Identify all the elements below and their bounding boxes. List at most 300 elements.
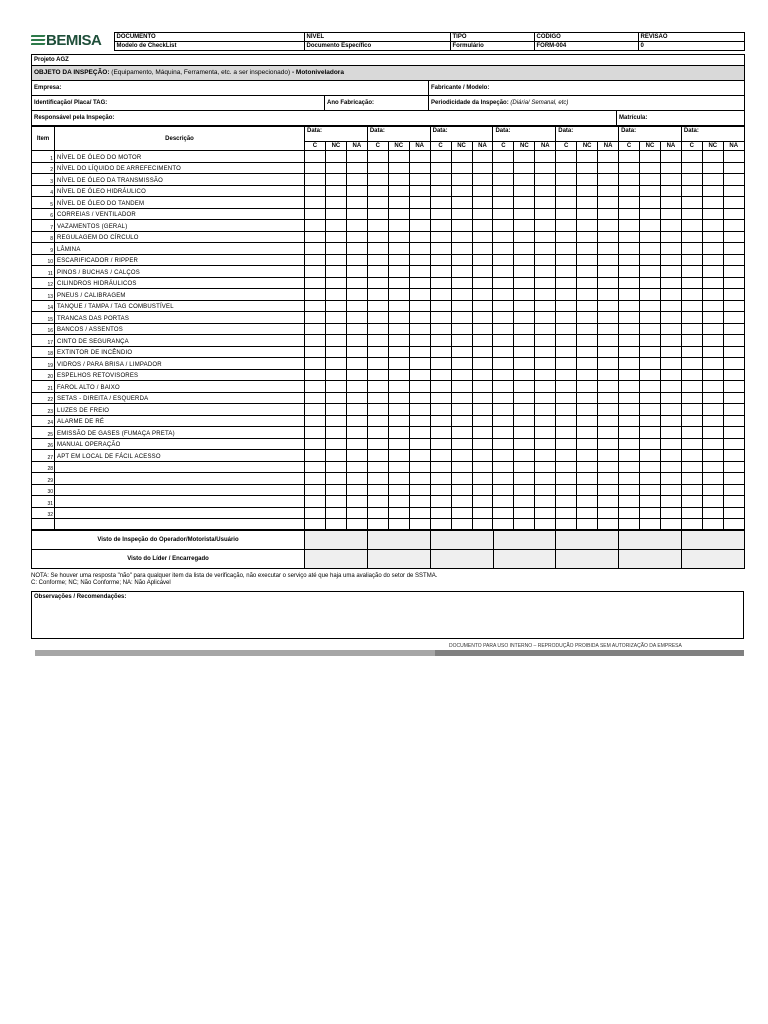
check-cell[interactable] — [598, 197, 619, 209]
check-cell[interactable] — [305, 358, 326, 370]
check-cell[interactable] — [598, 404, 619, 416]
check-cell[interactable] — [556, 461, 577, 473]
ano-fabricacao-field[interactable]: Ano Fabricação: — [325, 96, 429, 111]
check-cell[interactable] — [493, 266, 514, 278]
check-cell[interactable] — [430, 392, 451, 404]
check-cell[interactable] — [681, 461, 702, 473]
check-cell[interactable] — [514, 392, 535, 404]
check-cell[interactable] — [493, 312, 514, 324]
check-cell[interactable] — [640, 208, 661, 220]
date-column-header[interactable]: Data: — [556, 127, 619, 142]
check-cell[interactable] — [577, 496, 598, 508]
check-cell[interactable] — [619, 392, 640, 404]
check-cell[interactable] — [346, 277, 367, 289]
check-cell[interactable] — [346, 220, 367, 232]
check-cell[interactable] — [619, 254, 640, 266]
check-cell[interactable] — [723, 151, 744, 163]
check-cell[interactable] — [681, 346, 702, 358]
check-cell[interactable] — [346, 162, 367, 174]
check-cell[interactable] — [388, 392, 409, 404]
check-cell[interactable] — [535, 346, 556, 358]
check-cell[interactable] — [660, 312, 681, 324]
check-cell[interactable] — [409, 369, 430, 381]
check-cell[interactable] — [681, 450, 702, 462]
check-cell[interactable] — [660, 289, 681, 301]
empresa-field[interactable]: Empresa: — [32, 81, 429, 96]
check-cell[interactable] — [409, 404, 430, 416]
check-cell[interactable] — [640, 346, 661, 358]
check-cell[interactable] — [325, 220, 346, 232]
check-cell[interactable] — [535, 220, 556, 232]
check-cell[interactable] — [325, 185, 346, 197]
check-cell[interactable] — [325, 496, 346, 508]
check-cell[interactable] — [367, 162, 388, 174]
check-cell[interactable] — [451, 450, 472, 462]
check-cell[interactable] — [702, 427, 723, 439]
check-cell[interactable] — [493, 243, 514, 255]
check-cell[interactable] — [409, 151, 430, 163]
check-cell[interactable] — [702, 323, 723, 335]
check-cell[interactable] — [430, 507, 451, 519]
check-cell[interactable] — [472, 254, 493, 266]
check-cell[interactable] — [556, 381, 577, 393]
check-cell[interactable] — [598, 243, 619, 255]
check-cell[interactable] — [723, 231, 744, 243]
check-cell[interactable] — [535, 151, 556, 163]
check-cell[interactable] — [723, 162, 744, 174]
check-cell[interactable] — [514, 243, 535, 255]
check-cell[interactable] — [514, 404, 535, 416]
signature-cell[interactable] — [682, 550, 745, 569]
check-cell[interactable] — [305, 496, 326, 508]
check-cell[interactable] — [472, 174, 493, 186]
check-cell[interactable] — [430, 484, 451, 496]
check-cell[interactable] — [388, 174, 409, 186]
check-cell[interactable] — [660, 266, 681, 278]
check-cell[interactable] — [723, 392, 744, 404]
check-cell[interactable] — [598, 358, 619, 370]
check-cell[interactable] — [514, 335, 535, 347]
check-cell[interactable] — [723, 266, 744, 278]
date-column-header[interactable]: Data: — [430, 127, 493, 142]
check-cell[interactable] — [535, 484, 556, 496]
check-cell[interactable] — [702, 438, 723, 450]
check-cell[interactable] — [556, 312, 577, 324]
check-cell[interactable] — [388, 162, 409, 174]
check-cell[interactable] — [598, 473, 619, 485]
check-cell[interactable] — [535, 162, 556, 174]
check-cell[interactable] — [619, 404, 640, 416]
check-cell[interactable] — [367, 174, 388, 186]
check-cell[interactable] — [556, 254, 577, 266]
check-cell[interactable] — [640, 266, 661, 278]
check-cell[interactable] — [451, 496, 472, 508]
check-cell[interactable] — [535, 231, 556, 243]
check-cell[interactable] — [535, 496, 556, 508]
check-cell[interactable] — [388, 185, 409, 197]
check-cell[interactable] — [723, 208, 744, 220]
check-cell[interactable] — [556, 289, 577, 301]
check-cell[interactable] — [451, 231, 472, 243]
check-cell[interactable] — [472, 496, 493, 508]
check-cell[interactable] — [305, 174, 326, 186]
check-cell[interactable] — [472, 392, 493, 404]
check-cell[interactable] — [430, 312, 451, 324]
check-cell[interactable] — [367, 151, 388, 163]
check-cell[interactable] — [577, 461, 598, 473]
signature-cell[interactable] — [367, 531, 430, 550]
signature-cell[interactable] — [430, 531, 493, 550]
check-cell[interactable] — [325, 323, 346, 335]
check-cell[interactable] — [409, 220, 430, 232]
check-cell[interactable] — [577, 312, 598, 324]
check-cell[interactable] — [367, 461, 388, 473]
check-cell[interactable] — [660, 208, 681, 220]
check-cell[interactable] — [640, 197, 661, 209]
check-cell[interactable] — [535, 507, 556, 519]
check-cell[interactable] — [556, 473, 577, 485]
check-cell[interactable] — [451, 438, 472, 450]
check-cell[interactable] — [346, 243, 367, 255]
check-cell[interactable] — [493, 335, 514, 347]
signature-cell[interactable] — [430, 550, 493, 569]
check-cell[interactable] — [472, 415, 493, 427]
check-cell[interactable] — [305, 369, 326, 381]
check-cell[interactable] — [430, 404, 451, 416]
check-cell[interactable] — [702, 335, 723, 347]
check-cell[interactable] — [430, 174, 451, 186]
check-cell[interactable] — [409, 300, 430, 312]
check-cell[interactable] — [409, 438, 430, 450]
check-cell[interactable] — [346, 392, 367, 404]
check-cell[interactable] — [367, 231, 388, 243]
check-cell[interactable] — [472, 162, 493, 174]
check-cell[interactable] — [598, 266, 619, 278]
check-cell[interactable] — [472, 358, 493, 370]
check-cell[interactable] — [472, 461, 493, 473]
check-cell[interactable] — [514, 484, 535, 496]
check-cell[interactable] — [681, 358, 702, 370]
check-cell[interactable] — [514, 254, 535, 266]
check-cell[interactable] — [325, 358, 346, 370]
check-cell[interactable] — [367, 289, 388, 301]
check-cell[interactable] — [409, 197, 430, 209]
check-cell[interactable] — [702, 300, 723, 312]
check-cell[interactable] — [535, 197, 556, 209]
check-cell[interactable] — [367, 358, 388, 370]
check-cell[interactable] — [598, 208, 619, 220]
check-cell[interactable] — [388, 243, 409, 255]
check-cell[interactable] — [514, 450, 535, 462]
check-cell[interactable] — [702, 254, 723, 266]
check-cell[interactable] — [388, 473, 409, 485]
check-cell[interactable] — [346, 254, 367, 266]
check-cell[interactable] — [681, 185, 702, 197]
check-cell[interactable] — [325, 404, 346, 416]
check-cell[interactable] — [409, 208, 430, 220]
check-cell[interactable] — [430, 185, 451, 197]
check-cell[interactable] — [451, 266, 472, 278]
check-cell[interactable] — [472, 381, 493, 393]
check-cell[interactable] — [451, 415, 472, 427]
check-cell[interactable] — [577, 438, 598, 450]
check-cell[interactable] — [702, 381, 723, 393]
check-cell[interactable] — [325, 197, 346, 209]
check-cell[interactable] — [493, 415, 514, 427]
check-cell[interactable] — [388, 484, 409, 496]
identificacao-field[interactable]: Identificação/ Placa/ TAG: — [32, 96, 325, 111]
check-cell[interactable] — [367, 208, 388, 220]
check-cell[interactable] — [535, 243, 556, 255]
check-cell[interactable] — [619, 507, 640, 519]
check-cell[interactable] — [305, 300, 326, 312]
check-cell[interactable] — [723, 254, 744, 266]
check-cell[interactable] — [409, 231, 430, 243]
check-cell[interactable] — [702, 185, 723, 197]
check-cell[interactable] — [451, 243, 472, 255]
check-cell[interactable] — [409, 289, 430, 301]
check-cell[interactable] — [367, 484, 388, 496]
check-cell[interactable] — [681, 323, 702, 335]
check-cell[interactable] — [702, 266, 723, 278]
check-cell[interactable] — [723, 473, 744, 485]
check-cell[interactable] — [451, 300, 472, 312]
check-cell[interactable] — [619, 415, 640, 427]
check-cell[interactable] — [598, 174, 619, 186]
check-cell[interactable] — [535, 438, 556, 450]
check-cell[interactable] — [640, 323, 661, 335]
check-cell[interactable] — [493, 277, 514, 289]
check-cell[interactable] — [660, 151, 681, 163]
check-cell[interactable] — [409, 174, 430, 186]
check-cell[interactable] — [346, 404, 367, 416]
check-cell[interactable] — [556, 162, 577, 174]
check-cell[interactable] — [367, 266, 388, 278]
check-cell[interactable] — [619, 174, 640, 186]
check-cell[interactable] — [305, 415, 326, 427]
check-cell[interactable] — [660, 473, 681, 485]
check-cell[interactable] — [681, 381, 702, 393]
check-cell[interactable] — [598, 231, 619, 243]
check-cell[interactable] — [514, 369, 535, 381]
check-cell[interactable] — [388, 346, 409, 358]
check-cell[interactable] — [535, 312, 556, 324]
check-cell[interactable] — [493, 208, 514, 220]
check-cell[interactable] — [681, 243, 702, 255]
check-cell[interactable] — [556, 323, 577, 335]
check-cell[interactable] — [346, 266, 367, 278]
check-cell[interactable] — [514, 231, 535, 243]
check-cell[interactable] — [325, 174, 346, 186]
check-cell[interactable] — [577, 335, 598, 347]
signature-cell[interactable] — [556, 531, 619, 550]
check-cell[interactable] — [681, 369, 702, 381]
check-cell[interactable] — [619, 381, 640, 393]
check-cell[interactable] — [472, 231, 493, 243]
check-cell[interactable] — [514, 438, 535, 450]
check-cell[interactable] — [556, 496, 577, 508]
check-cell[interactable] — [702, 507, 723, 519]
check-cell[interactable] — [514, 162, 535, 174]
check-cell[interactable] — [640, 300, 661, 312]
check-cell[interactable] — [640, 450, 661, 462]
check-cell[interactable] — [535, 392, 556, 404]
check-cell[interactable] — [325, 151, 346, 163]
check-cell[interactable] — [367, 312, 388, 324]
check-cell[interactable] — [640, 185, 661, 197]
matricula-field[interactable]: Matrícula: — [617, 111, 745, 126]
check-cell[interactable] — [409, 461, 430, 473]
signature-cell[interactable] — [682, 531, 745, 550]
check-cell[interactable] — [493, 427, 514, 439]
check-cell[interactable] — [409, 392, 430, 404]
check-cell[interactable] — [723, 277, 744, 289]
check-cell[interactable] — [535, 404, 556, 416]
check-cell[interactable] — [346, 151, 367, 163]
check-cell[interactable] — [514, 381, 535, 393]
check-cell[interactable] — [346, 369, 367, 381]
check-cell[interactable] — [556, 369, 577, 381]
check-cell[interactable] — [451, 289, 472, 301]
check-cell[interactable] — [723, 415, 744, 427]
check-cell[interactable] — [556, 427, 577, 439]
check-cell[interactable] — [660, 174, 681, 186]
check-cell[interactable] — [619, 335, 640, 347]
check-cell[interactable] — [660, 358, 681, 370]
check-cell[interactable] — [325, 277, 346, 289]
check-cell[interactable] — [367, 335, 388, 347]
check-cell[interactable] — [325, 312, 346, 324]
check-cell[interactable] — [409, 266, 430, 278]
check-cell[interactable] — [577, 369, 598, 381]
check-cell[interactable] — [305, 450, 326, 462]
check-cell[interactable] — [346, 346, 367, 358]
check-cell[interactable] — [514, 312, 535, 324]
check-cell[interactable] — [514, 473, 535, 485]
check-cell[interactable] — [472, 185, 493, 197]
check-cell[interactable] — [577, 392, 598, 404]
check-cell[interactable] — [598, 162, 619, 174]
check-cell[interactable] — [325, 254, 346, 266]
check-cell[interactable] — [305, 312, 326, 324]
check-cell[interactable] — [472, 473, 493, 485]
check-cell[interactable] — [577, 323, 598, 335]
check-cell[interactable] — [409, 381, 430, 393]
check-cell[interactable] — [451, 369, 472, 381]
check-cell[interactable] — [430, 369, 451, 381]
check-cell[interactable] — [660, 415, 681, 427]
check-cell[interactable] — [619, 323, 640, 335]
date-column-header[interactable]: Data: — [619, 127, 682, 142]
check-cell[interactable] — [493, 438, 514, 450]
check-cell[interactable] — [681, 231, 702, 243]
check-cell[interactable] — [346, 473, 367, 485]
check-cell[interactable] — [451, 208, 472, 220]
check-cell[interactable] — [619, 243, 640, 255]
check-cell[interactable] — [577, 220, 598, 232]
check-cell[interactable] — [346, 231, 367, 243]
check-cell[interactable] — [556, 151, 577, 163]
check-cell[interactable] — [535, 335, 556, 347]
check-cell[interactable] — [346, 507, 367, 519]
check-cell[interactable] — [535, 427, 556, 439]
check-cell[interactable] — [619, 312, 640, 324]
check-cell[interactable] — [535, 208, 556, 220]
check-cell[interactable] — [577, 484, 598, 496]
check-cell[interactable] — [388, 208, 409, 220]
check-cell[interactable] — [514, 358, 535, 370]
check-cell[interactable] — [660, 438, 681, 450]
check-cell[interactable] — [640, 392, 661, 404]
check-cell[interactable] — [681, 220, 702, 232]
check-cell[interactable] — [514, 461, 535, 473]
check-cell[interactable] — [535, 323, 556, 335]
check-cell[interactable] — [325, 427, 346, 439]
check-cell[interactable] — [640, 507, 661, 519]
check-cell[interactable] — [619, 461, 640, 473]
check-cell[interactable] — [472, 438, 493, 450]
check-cell[interactable] — [702, 151, 723, 163]
check-cell[interactable] — [535, 174, 556, 186]
check-cell[interactable] — [598, 415, 619, 427]
check-cell[interactable] — [472, 427, 493, 439]
check-cell[interactable] — [556, 346, 577, 358]
check-cell[interactable] — [660, 185, 681, 197]
check-cell[interactable] — [305, 266, 326, 278]
check-cell[interactable] — [535, 473, 556, 485]
check-cell[interactable] — [367, 346, 388, 358]
check-cell[interactable] — [723, 346, 744, 358]
check-cell[interactable] — [472, 300, 493, 312]
check-cell[interactable] — [493, 369, 514, 381]
check-cell[interactable] — [346, 381, 367, 393]
check-cell[interactable] — [388, 369, 409, 381]
check-cell[interactable] — [388, 231, 409, 243]
check-cell[interactable] — [556, 197, 577, 209]
check-cell[interactable] — [388, 507, 409, 519]
check-cell[interactable] — [430, 243, 451, 255]
check-cell[interactable] — [472, 323, 493, 335]
check-cell[interactable] — [493, 358, 514, 370]
check-cell[interactable] — [451, 174, 472, 186]
check-cell[interactable] — [702, 450, 723, 462]
check-cell[interactable] — [723, 289, 744, 301]
check-cell[interactable] — [430, 208, 451, 220]
check-cell[interactable] — [409, 346, 430, 358]
check-cell[interactable] — [430, 427, 451, 439]
check-cell[interactable] — [660, 392, 681, 404]
signature-cell[interactable] — [367, 550, 430, 569]
check-cell[interactable] — [388, 277, 409, 289]
check-cell[interactable] — [388, 289, 409, 301]
check-cell[interactable] — [619, 369, 640, 381]
check-cell[interactable] — [430, 450, 451, 462]
check-cell[interactable] — [681, 335, 702, 347]
check-cell[interactable] — [367, 392, 388, 404]
check-cell[interactable] — [346, 358, 367, 370]
check-cell[interactable] — [430, 231, 451, 243]
check-cell[interactable] — [305, 289, 326, 301]
check-cell[interactable] — [577, 231, 598, 243]
check-cell[interactable] — [367, 243, 388, 255]
check-cell[interactable] — [619, 277, 640, 289]
check-cell[interactable] — [660, 484, 681, 496]
check-cell[interactable] — [702, 404, 723, 416]
check-cell[interactable] — [556, 450, 577, 462]
check-cell[interactable] — [619, 346, 640, 358]
check-cell[interactable] — [346, 289, 367, 301]
check-cell[interactable] — [451, 197, 472, 209]
